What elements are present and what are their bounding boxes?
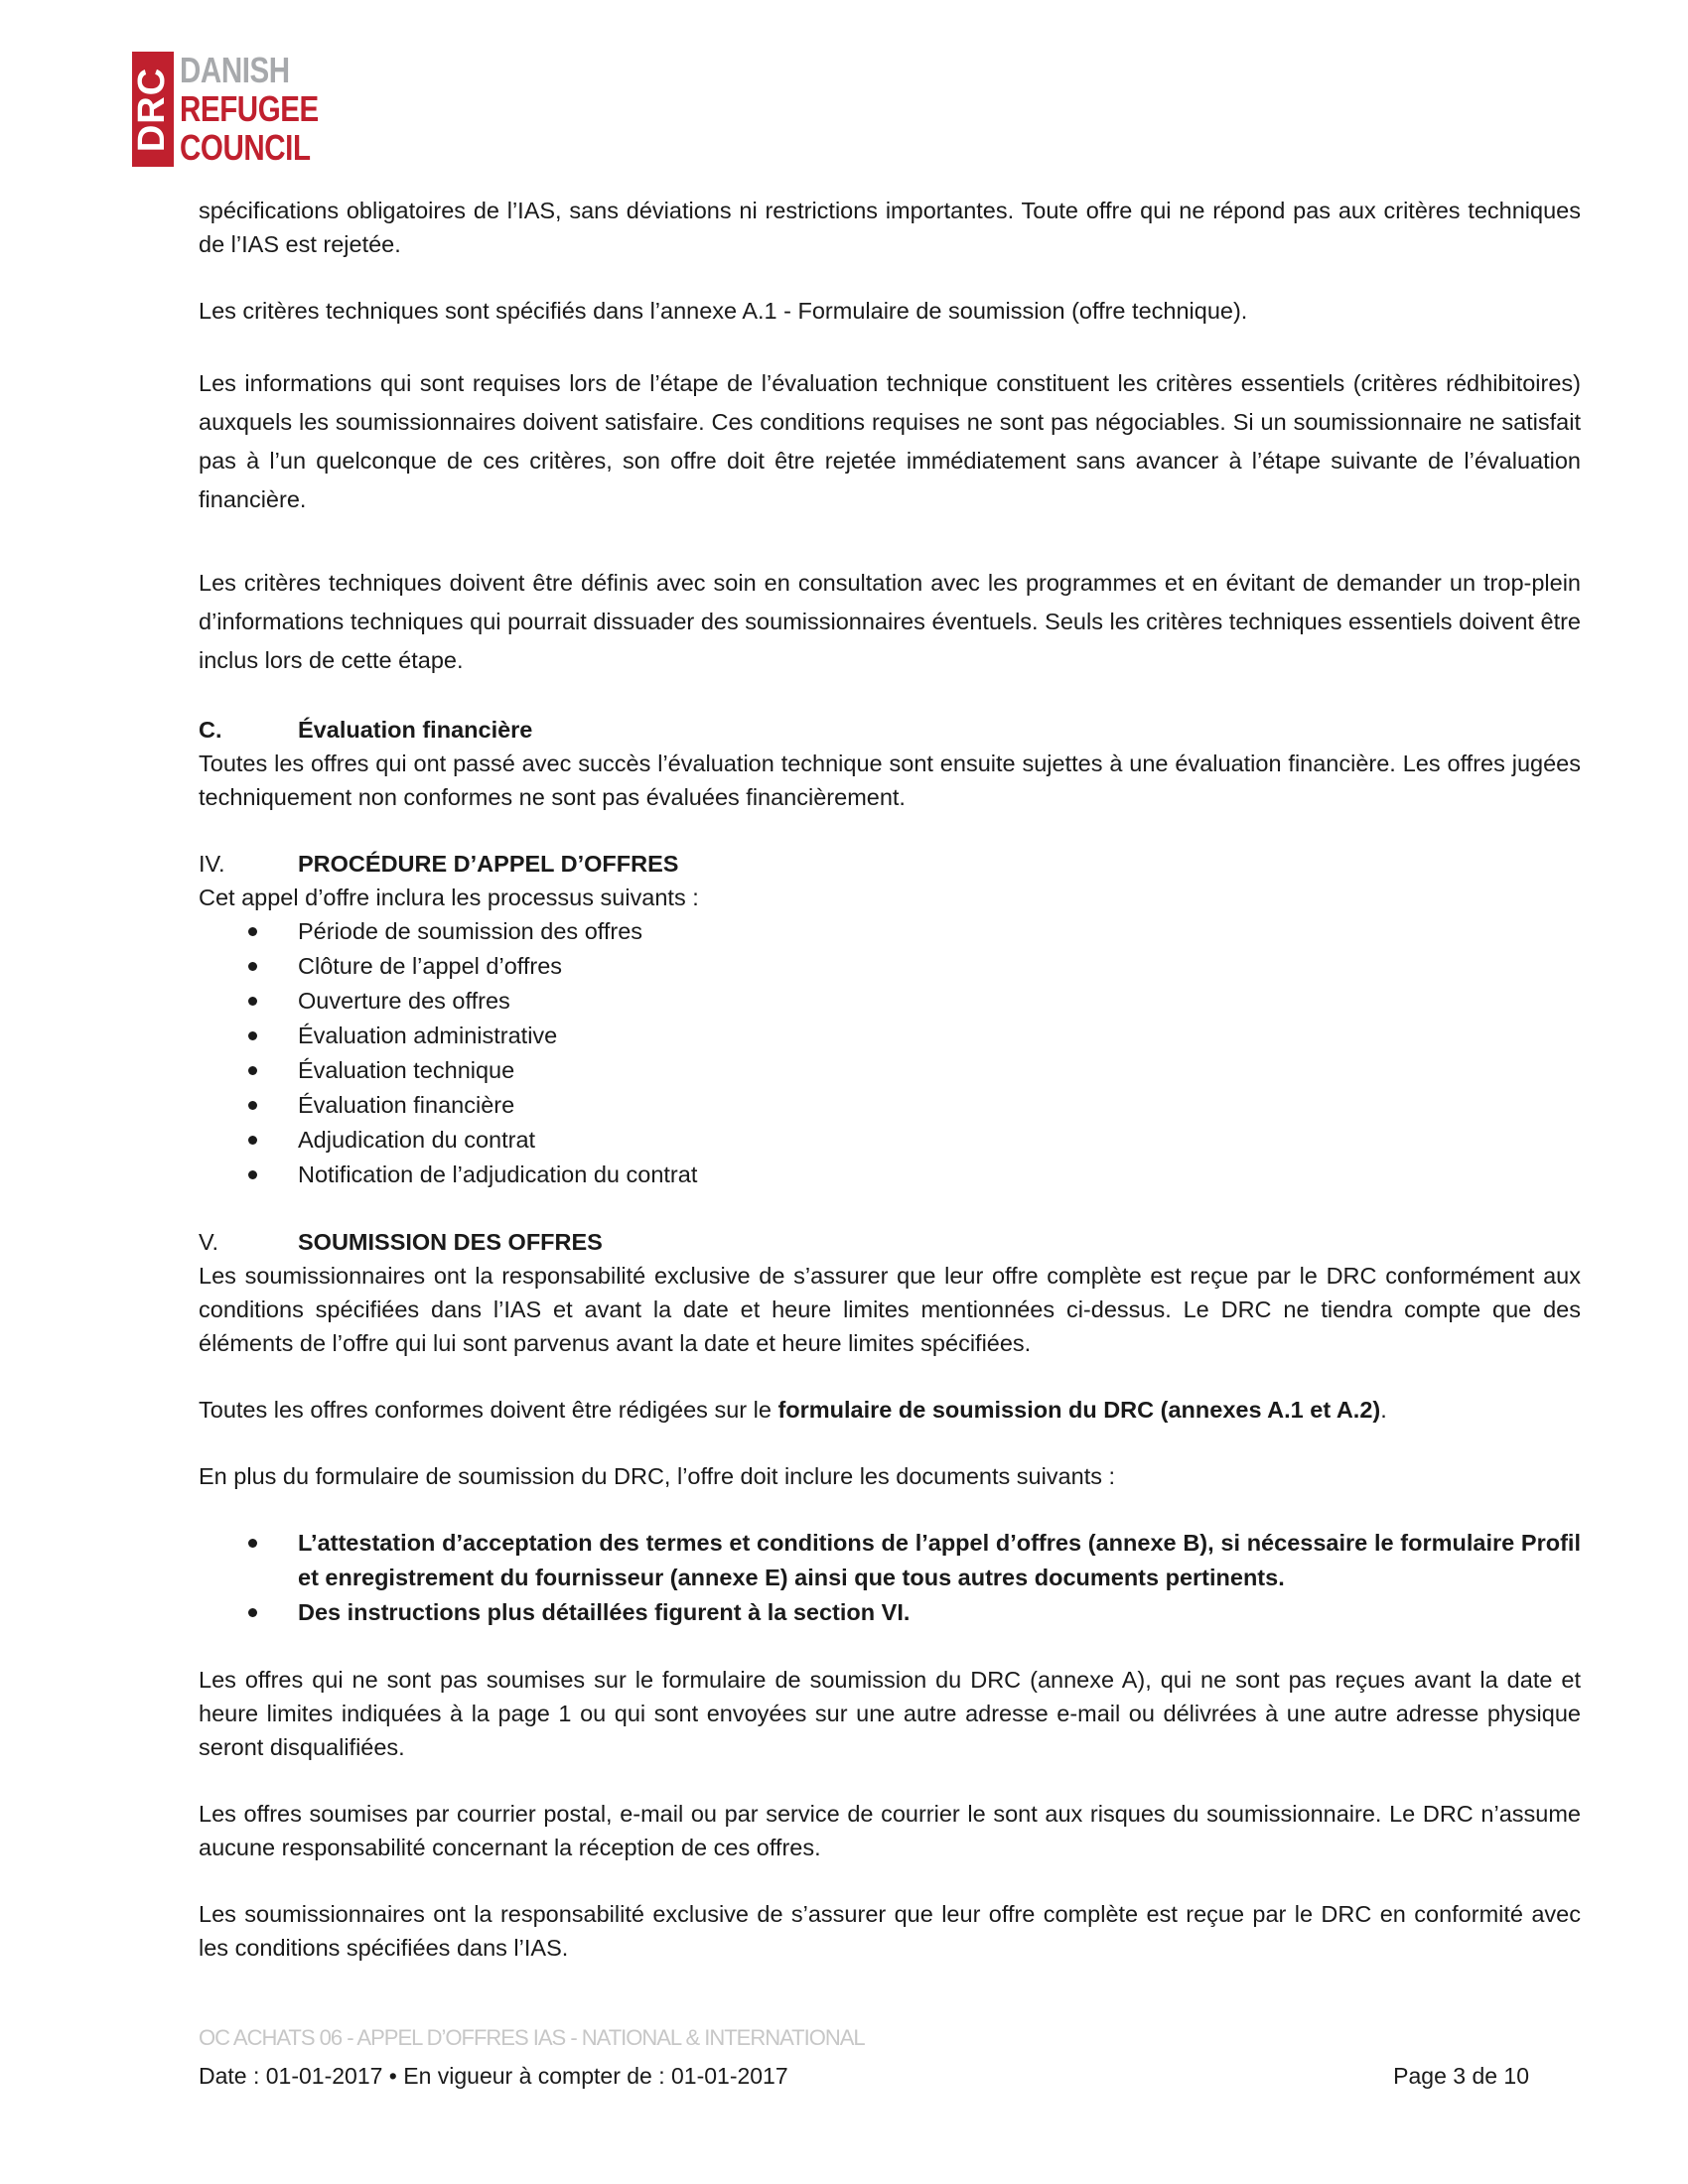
paragraph: Les critères techniques doivent être définis avec soin en consultation avec les programmes et en évitant de demander un trop-plein d’informations techniques qui pourrait dissuader des soumissionnaires éventuels. Seuls les critères techniques essentiels doivent être inclus lors de cette étape. bbox=[199, 570, 1581, 673]
list-item: Évaluation administrative bbox=[199, 1019, 1581, 1053]
section-heading-v bbox=[199, 1225, 1581, 1259]
section-title: Évaluation financière bbox=[298, 717, 533, 743]
required-documents-list bbox=[199, 1526, 1581, 1630]
paragraph: Les critères techniques sont spécifiés dans l’annexe A.1 - Formulaire de soumission (offre technique). bbox=[199, 298, 1248, 324]
list-item: Évaluation financière bbox=[199, 1088, 1581, 1123]
list-item: Période de soumission des offres bbox=[199, 914, 1581, 949]
list-item: Ouverture des offres bbox=[199, 984, 1581, 1019]
paragraph: spécifications obligatoires de l’IAS, sans déviations ni restrictions importantes. Toute offre qui ne répond pas aux critères techniques de l’IAS est rejetée. bbox=[199, 198, 1581, 257]
logo-word-danish: DANISH bbox=[180, 50, 290, 90]
drc-logo-mark: DRC bbox=[132, 52, 174, 167]
paragraph: Toutes les offres conformes doivent être rédigées sur le formulaire de soumission du DRC (annexes A.1 et A.2). bbox=[199, 1397, 1387, 1423]
page-footer bbox=[199, 2023, 1529, 2091]
list-item: L’attestation d’acceptation des termes et conditions de l’appel d’offres (annexe B), si nécessaire le formulaire Profil et enregistrement du fournisseur (annexe E) ainsi que tous autres documents pertinents. bbox=[199, 1526, 1581, 1595]
paragraph: En plus du formulaire de soumission du DRC, l’offre doit inclure les documents suivants : bbox=[199, 1463, 1116, 1489]
section-number: C. bbox=[199, 717, 222, 743]
process-list bbox=[199, 914, 1581, 1192]
footer-page-number: Page 3 de 10 bbox=[1393, 2063, 1529, 2089]
paragraph: Cet appel d’offre inclura les processus suivants : bbox=[199, 885, 699, 910]
paragraph: Les soumissionnaires ont la responsabilité exclusive de s’assurer que leur offre complète est reçue par le DRC conformément aux conditions spécifiées dans l’IAS et avant la date et heure limites mentionnées ci-dessus. Le DRC ne tiendra compte que des éléments de l’offre qui lui sont parvenus avant la date et heure limites spécifiées. bbox=[199, 1263, 1581, 1356]
list-item: Évaluation technique bbox=[199, 1053, 1581, 1088]
footer-document-title: OC ACHATS 06 - APPEL D’OFFRES IAS - NATIONAL & INTERNATIONAL bbox=[199, 2025, 865, 2050]
list-item: Des instructions plus détaillées figurent à la section VI. bbox=[199, 1595, 1581, 1630]
section-number: V. bbox=[199, 1229, 219, 1255]
section-heading-c bbox=[199, 713, 1581, 747]
footer-date: Date : 01-01-2017 • En vigueur à compter de : 01-01-2017 bbox=[199, 2063, 788, 2089]
paragraph: Les soumissionnaires ont la responsabilité exclusive de s’assurer que leur offre complète est reçue par le DRC en conformité avec les conditions spécifiées dans l’IAS. bbox=[199, 1901, 1581, 1961]
list-item: Notification de l’adjudication du contrat bbox=[199, 1158, 1581, 1192]
logo-word-council: COUNCIL bbox=[180, 127, 311, 168]
logo-word-refugee: REFUGEE bbox=[180, 88, 319, 129]
section-title: SOUMISSION DES OFFRES bbox=[298, 1229, 603, 1255]
bold-reference: formulaire de soumission du DRC (annexes A.1 et A.2) bbox=[777, 1397, 1381, 1423]
section-number: IV. bbox=[199, 851, 225, 877]
document-body bbox=[199, 194, 1581, 1965]
paragraph: Les offres qui ne sont pas soumises sur le formulaire de soumission du DRC (annexe A), qui ne sont pas reçues avant la date et heure limites indiquées à la page 1 ou qui sont envoyées sur une autre adresse e-mail ou délivrées à une autre adresse physique seront disqualifiées. bbox=[199, 1667, 1581, 1760]
list-item: Adjudication du contrat bbox=[199, 1123, 1581, 1158]
paragraph: Les offres soumises par courrier postal, e-mail ou par service de courrier le sont aux risques du soumissionnaire. Le DRC n’assume aucune responsabilité concernant la réception de ces offres. bbox=[199, 1801, 1581, 1860]
list-item: Clôture de l’appel d’offres bbox=[199, 949, 1581, 984]
section-title: PROCÉDURE D’APPEL D’OFFRES bbox=[298, 851, 679, 877]
paragraph: Les informations qui sont requises lors de l’étape de l’évaluation technique constituent les critères essentiels (critères rédhibitoires) auxquels les soumissionnaires doivent satisfaire. Ces conditions requises ne sont pas négociables. Si un soumissionnaire ne satisfait pas à l’un quelconque de ces critères, son offre doit être rejetée immédiatement sans avancer à l’étape suivante de l’évaluation financière. bbox=[199, 370, 1581, 512]
section-heading-iv bbox=[199, 847, 1581, 881]
drc-logo bbox=[132, 52, 351, 169]
paragraph: Toutes les offres qui ont passé avec succès l’évaluation technique sont ensuite sujettes à une évaluation financière. Les offres jugées techniquement non conformes ne sont pas évaluées financièrement. bbox=[199, 751, 1581, 810]
